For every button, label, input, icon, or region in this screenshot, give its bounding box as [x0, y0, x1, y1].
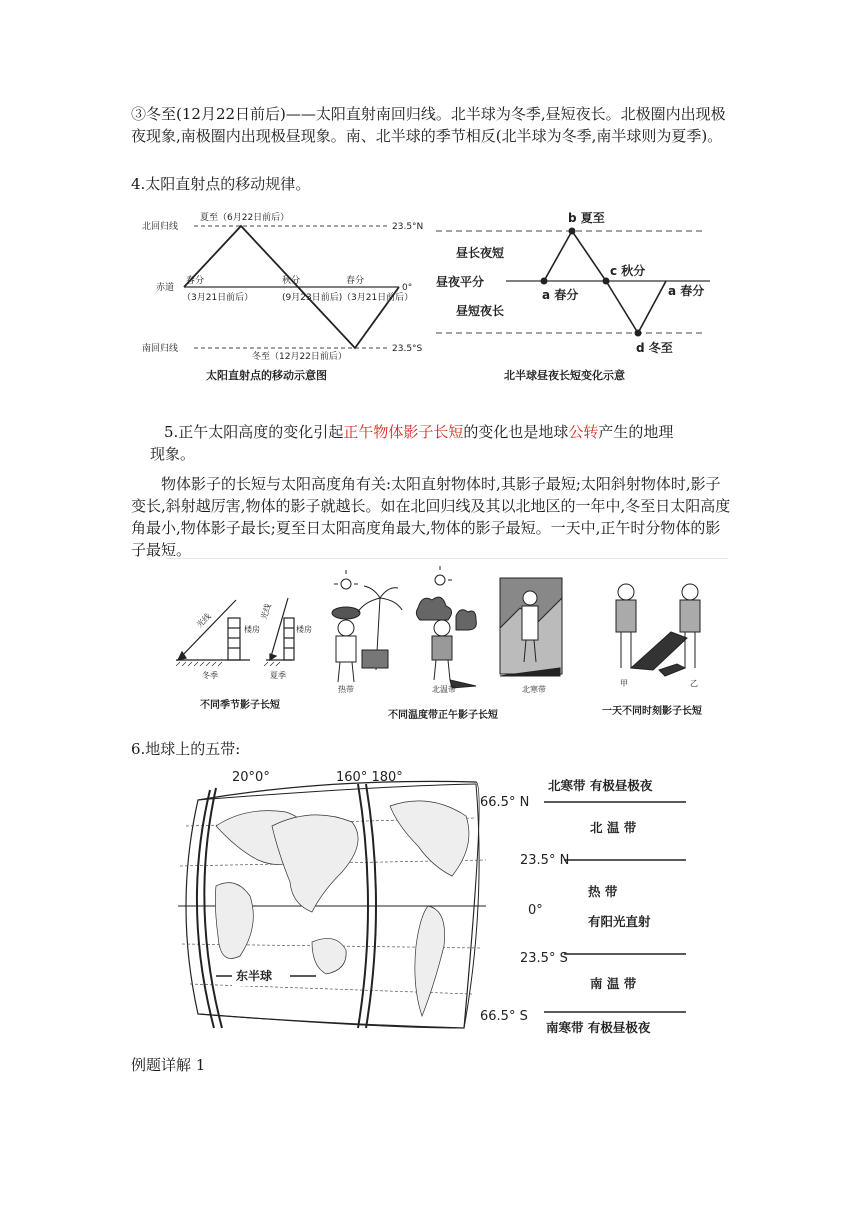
label-zone-south-temperate: 南 温 带 — [590, 976, 637, 991]
label-a-spring-2: a 春分 — [668, 284, 705, 298]
label-lon-160-180: 160° 180° — [336, 770, 403, 785]
label-lat-665s: 66.5° S — [480, 1009, 528, 1024]
label-autumn-date: (9月23日前后) — [282, 293, 343, 303]
heading-section-5-cont: 现象。 — [150, 445, 196, 463]
paragraph-winter-solstice: ③冬至(12月22日前后)——太阳直射南回归线。北半球为冬季,昼短夜长。北极圈内出现极夜现象,南极圈内出现极昼现象。南、北半球的季节相反(北半球为冬季,南半球则为夏季)。 — [131, 105, 726, 145]
heading-example: 例题详解 1 — [131, 1056, 206, 1074]
heading-section-4: 4.太阳直射点的移动规律。 — [131, 175, 311, 193]
label-tropical: 热带 — [338, 685, 354, 694]
label-spring-date-2: （3月21日前后） — [342, 293, 414, 303]
label-lat-235s: 23.5° S — [520, 951, 568, 966]
label-lon-20-0: 20°0° — [232, 770, 270, 785]
label-lat-235n: 23.5°N — [392, 222, 424, 232]
heading-section-5 — [164, 421, 734, 443]
label-spring-equinox-2: 春分 — [346, 276, 365, 286]
label-long-day: 昼长夜短 — [456, 246, 505, 260]
label-zone-south-frigid: 南寒带 有极昼极夜 — [546, 1020, 651, 1035]
label-building-summer: 楼房 — [296, 625, 312, 634]
label-summer-solstice: 夏至（6月22日前后） — [200, 213, 290, 223]
label-winter-solstice: 冬至（12月22日前后） — [252, 352, 347, 362]
label-equator: 赤道 — [156, 283, 175, 293]
heading5-highlight-revolution: 公转 — [568, 423, 599, 441]
paragraph-shadow: 物体影子的长短与太阳高度角有关:太阳直射物体时,其影子最短;太阳斜射物体时,影子变长,斜射越厉害,物体的影子就越长。如在北回归线及其以北地区的一年中,冬至日太阳高度角最小,物体影子最长;夏至日太阳高度角最大,物体的影子最短。一天中,正午时分物体的影子最短。 — [131, 475, 731, 559]
label-a-spring-1: a 春分 — [542, 288, 579, 302]
label-autumn-equinox: 秋分 — [282, 276, 301, 286]
label-lat-235n: 23.5° N — [520, 853, 570, 868]
heading5-text-1: 5.正午太阳高度的变化引起 — [164, 423, 344, 441]
label-spring-date-1: （3月21日前后） — [182, 293, 254, 303]
figure-five-zones-map — [176, 766, 696, 1042]
heading5-text-2: 的变化也是地球 — [463, 423, 569, 441]
label-d-winter: d 冬至 — [636, 341, 673, 355]
label-sunlight-summer: 光线 — [259, 602, 273, 621]
label-south-tropic: 南回归线 — [142, 344, 179, 354]
label-east-hemisphere: 东半球 — [236, 969, 273, 983]
label-winter: 冬季 — [202, 671, 218, 680]
figure-shadow-lengths — [166, 558, 728, 736]
label-spring-equinox-1: 春分 — [186, 276, 205, 286]
label-b-summer: b 夏至 — [568, 211, 605, 225]
label-building-winter: 楼房 — [244, 625, 260, 634]
caption-day-length: 北半球昼夜长短变化示意 — [504, 369, 625, 382]
caption-sun-point: 太阳直射点的移动示意图 — [206, 369, 327, 382]
label-north-tropic: 北回归线 — [142, 222, 179, 232]
label-north-temperate: 北温带 — [432, 685, 456, 694]
figure-sun-point-movement — [134, 205, 424, 385]
label-zone-tropical: 热 带 — [588, 884, 618, 899]
label-equal-day-night: 昼夜平分 — [436, 275, 485, 289]
heading5-highlight-shadow: 正午物体影子长短 — [343, 423, 464, 441]
label-lat-665n: 66.5° N — [480, 795, 530, 810]
caption-zone-shadow: 不同温度带正午影子长短 — [388, 710, 498, 721]
label-lat-0: 0° — [402, 283, 413, 293]
label-north-frigid: 北寒带 — [522, 685, 546, 694]
figure-day-length-variation — [432, 207, 722, 387]
label-jia: 甲 — [620, 679, 628, 688]
label-zone-north-frigid: 北寒带 有极昼极夜 — [548, 778, 653, 793]
label-summer: 夏季 — [270, 671, 286, 680]
label-lat-235s: 23.5°S — [392, 344, 423, 354]
heading-section-6: 6.地球上的五带: — [131, 740, 241, 758]
label-lat-0: 0° — [528, 903, 543, 918]
heading5-text-3: 产生的地理 — [598, 423, 674, 441]
label-sunlight-winter: 光线 — [195, 611, 213, 630]
caption-season-shadow: 不同季节影子长短 — [200, 700, 280, 711]
label-short-day: 昼短夜长 — [456, 304, 505, 318]
label-yi: 乙 — [690, 679, 698, 688]
label-zone-north-temperate: 北 温 带 — [590, 820, 637, 835]
caption-time-shadow: 一天不同时刻影子长短 — [602, 706, 702, 717]
label-zone-tropical-direct: 有阳光直射 — [588, 914, 651, 929]
label-c-autumn: c 秋分 — [610, 264, 646, 278]
